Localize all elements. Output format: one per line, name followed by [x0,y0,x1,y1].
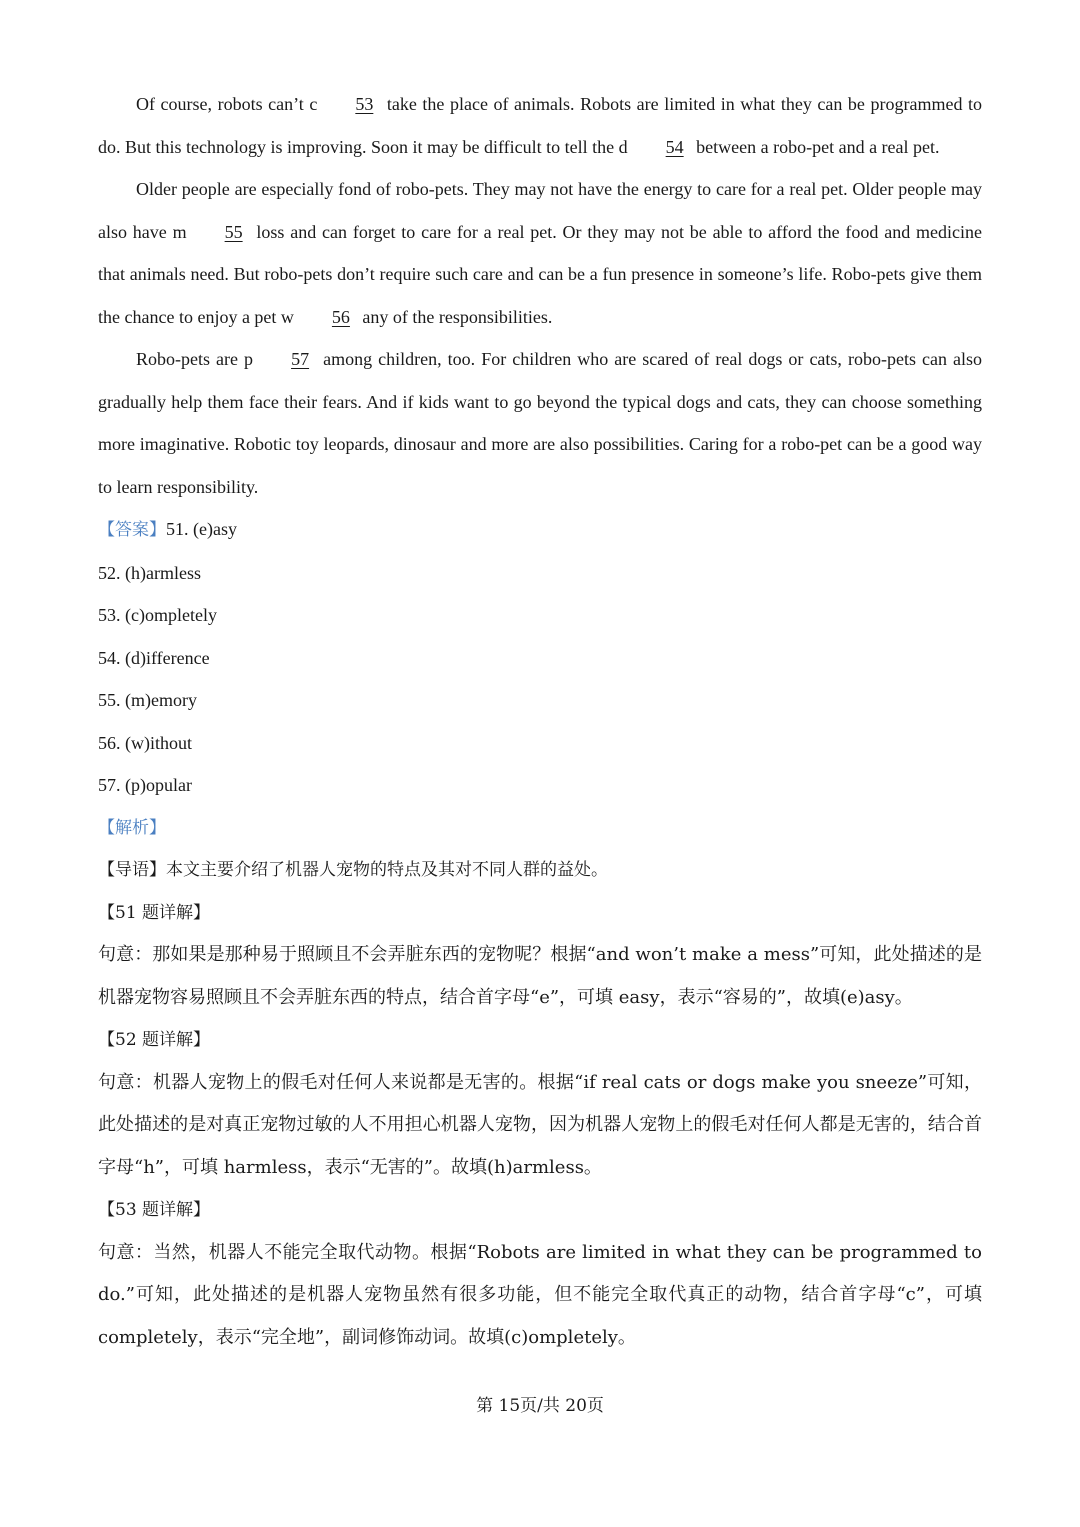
page-footer: 第 15页/共 20页 [476,1396,604,1416]
answer-line-53: 53. (c)ompletely [98,605,217,625]
page-content [98,83,982,1359]
blank-53: 53 [355,94,374,114]
answer-line-52: 52. (h)armless [98,562,201,583]
text-span: Robo-pets are p [136,349,254,369]
text-span: among children, too. For children who are scared of real dogs or cats, robo-pets can also gradually help them face their fears. And if kids want to go beyond the typical dogs and cats, they can choose something more imaginative. Robotic toy leopards, dinosaur and more are also possibilities. Caring for a robo-pet can be a good way to learn responsibility. [98,349,983,497]
answer-item: 51. (e)asy [166,519,237,539]
passage-paragraph-2 [98,168,982,338]
detail-53-heading: 【53 题详解】 [98,1200,211,1220]
answer-line-54: 54. (d)ifference [98,647,210,668]
intro-text: 本文主要介绍了机器人宠物的特点及其对不同人群的益处。 [166,860,608,880]
text-span: take the place of animals. Robots are limited in what they can be programmed to do. But this technology is improving. Soon it may be difficult to tell the d [98,94,982,157]
analysis-label: 【解析】 [98,817,166,838]
intro-label: 【导语】 [98,860,166,880]
answer-line-56: 56. (w)ithout [98,732,192,753]
answer-line-55: 55. (m)emory [98,690,197,710]
text-span: Older people are especially fond of robo-pets. They may not have the energy to care for a real pet. Older people may also have m [98,179,982,242]
answer-line-51 [98,508,982,552]
text-span: any of the responsibilities. [357,306,553,327]
detail-52-text: 句意：机器人宠物上的假毛对任何人来说都是无害的。根据“if real cats or dogs make you sneeze”可知，此处描述的是对真正宠物过敏的人不用担心机器人宠物，因为机器人宠物上的假毛对任何人都是无害的，结合首字母“h”，可填 harmless，表示“无害的”。故填(h)armless。 [98,1071,982,1178]
detail-51-text: 句意：那如果是那种易于照顾且不会弄脏东西的宠物呢？根据“and won’t make a mess”可知，此处描述的是机器宠物容易照顾且不会弄脏东西的特点，结合首字母“e”，可填 easy，表示“容易的”，故填(e)asy。 [98,944,982,1008]
text-span: loss and can forget to care for a real pet. Or they may not be able to afford the food and medicine that animals need. But robo-pets don’t require such care and can be a fun presence in someone’s life. Robo-pets give them the chance to enjoy a pet w [98,221,982,327]
intro-line [98,849,982,892]
blank-57: 57 [291,349,310,369]
answer-label: 【答案】 [98,520,166,540]
text-span: Of course, robots can’t c [136,94,318,114]
detail-52-heading: 【52 题详解】 [98,1030,211,1050]
detail-51-heading: 【51 题详解】 [98,902,211,923]
text-span: between a robo-pet and a real pet. [691,136,940,157]
passage-paragraph-3 [98,338,982,508]
passage-paragraph-1 [98,83,982,168]
answer-line-57: 57. (p)opular [98,775,192,795]
blank-56: 56 [331,306,350,327]
blank-55: 55 [224,221,243,242]
blank-54: 54 [665,136,684,157]
detail-53-text: 句意：当然，机器人不能完全取代动物。根据“Robots are limited in what they can be programmed to do.”可知，此处描述的是机器人宠物虽然有很多功能，但不能完全取代真正的动物，结合首字母“c”，可填 completely，表示“完全地”，副词修饰动词。故填(c)ompletely。 [98,1241,982,1348]
